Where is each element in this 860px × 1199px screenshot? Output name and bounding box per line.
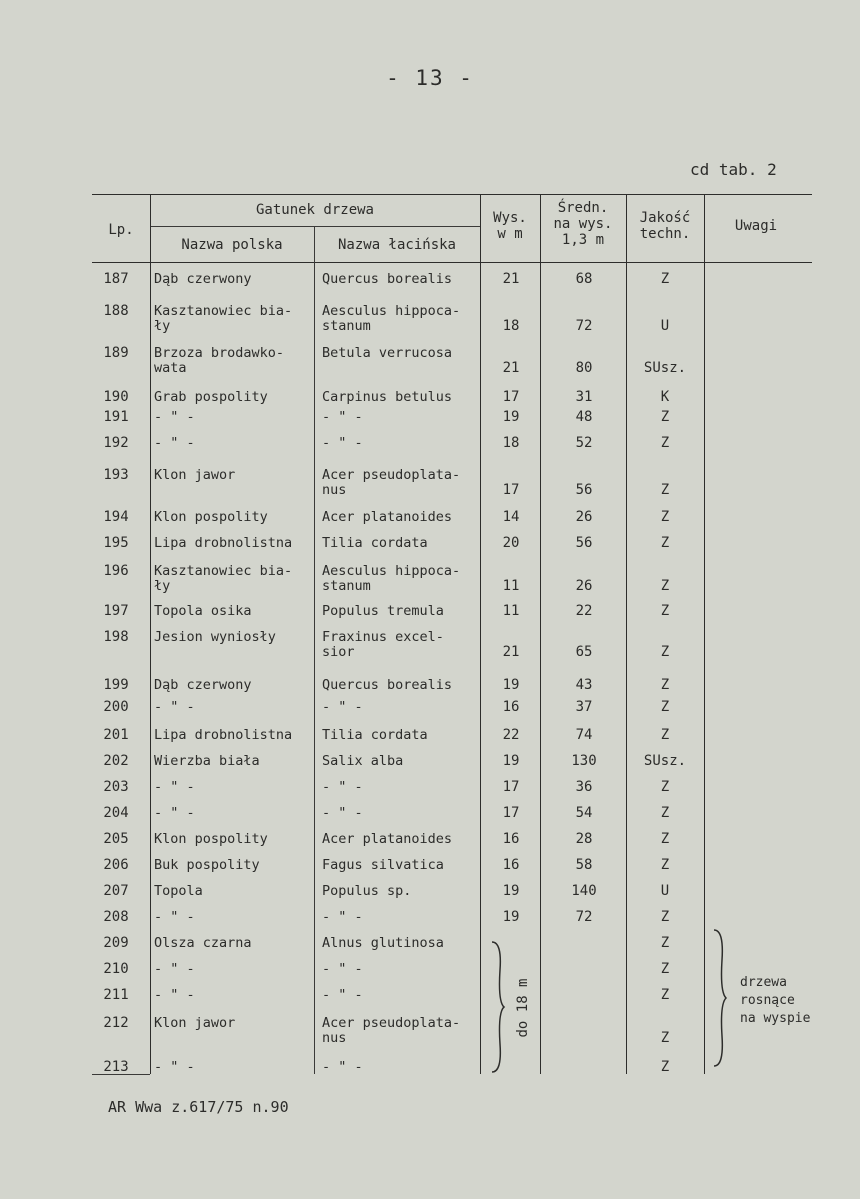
polish-name: Dąb czerwony bbox=[154, 677, 252, 693]
height-value: 21 bbox=[502, 271, 520, 287]
polish-name: Lipa drobnolistna bbox=[154, 727, 293, 743]
height-value: 17 bbox=[502, 805, 520, 821]
species-header-divider bbox=[150, 226, 480, 227]
col-divider-diam bbox=[626, 194, 627, 1074]
polish-name: Dąb czerwony bbox=[154, 271, 252, 287]
height-value: 19 bbox=[502, 883, 520, 899]
row-number: 209 bbox=[103, 935, 129, 951]
quality-value: U bbox=[660, 883, 670, 899]
row-number: 202 bbox=[103, 753, 129, 769]
diameter-value: 68 bbox=[575, 271, 593, 287]
latin-name: Carpinus betulus bbox=[322, 389, 453, 405]
height-value: 22 bbox=[502, 727, 520, 743]
row-number: 207 bbox=[103, 883, 129, 899]
height-value: 16 bbox=[502, 857, 520, 873]
height-value: 19 bbox=[502, 753, 520, 769]
polish-name: - " - bbox=[154, 779, 195, 795]
height-value: 20 bbox=[502, 535, 520, 551]
row-number: 189 bbox=[103, 345, 129, 361]
polish-name: Kasztanowiec bia- ły bbox=[154, 563, 293, 594]
diameter-value: 54 bbox=[575, 805, 593, 821]
latin-name: - " - bbox=[322, 699, 363, 715]
archive-reference: AR Wwa z.617/75 n.90 bbox=[108, 1098, 289, 1116]
quality-value: SUsz. bbox=[643, 753, 687, 769]
polish-name: - " - bbox=[154, 435, 195, 451]
quality-value: Z bbox=[660, 805, 670, 821]
quality-value: Z bbox=[660, 987, 670, 1003]
quality-value: Z bbox=[660, 677, 670, 693]
latin-name: - " - bbox=[322, 961, 363, 977]
height-value: 21 bbox=[502, 360, 520, 376]
group-remark-line2: rosnące bbox=[740, 993, 795, 1008]
quality-value: Z bbox=[660, 482, 670, 498]
polish-name: Klon pospolity bbox=[154, 509, 268, 525]
row-number: 195 bbox=[103, 535, 129, 551]
height-value: 19 bbox=[502, 909, 520, 925]
latin-name: - " - bbox=[322, 909, 363, 925]
quality-value: Z bbox=[660, 1030, 670, 1046]
quality-value: Z bbox=[660, 1059, 670, 1075]
diameter-value: 65 bbox=[575, 644, 593, 660]
col-divider-quality bbox=[704, 194, 705, 1074]
quality-value: U bbox=[660, 318, 670, 334]
diameter-value: 48 bbox=[575, 409, 593, 425]
diameter-value: 56 bbox=[575, 482, 593, 498]
height-value: 16 bbox=[502, 699, 520, 715]
row-number: 199 bbox=[103, 677, 129, 693]
height-value: 17 bbox=[502, 779, 520, 795]
quality-value: Z bbox=[660, 603, 670, 619]
diameter-value: 36 bbox=[575, 779, 593, 795]
diameter-value: 72 bbox=[575, 909, 593, 925]
height-value: 14 bbox=[502, 509, 520, 525]
polish-name: Lipa drobnolistna bbox=[154, 535, 293, 551]
row-number: 188 bbox=[103, 303, 129, 319]
group-height-note: do 18 m bbox=[515, 978, 531, 1038]
quality-value: Z bbox=[660, 727, 670, 743]
diameter-value: 22 bbox=[575, 603, 593, 619]
row-number: 201 bbox=[103, 727, 129, 743]
row-number: 212 bbox=[103, 1015, 129, 1031]
header-height-line1: Wys. bbox=[493, 210, 527, 226]
header-lp: Lp. bbox=[108, 222, 134, 238]
height-value: 19 bbox=[502, 677, 520, 693]
polish-name: Klon pospolity bbox=[154, 831, 268, 847]
latin-name: - " - bbox=[322, 987, 363, 1003]
polish-name: Wierzba biała bbox=[154, 753, 260, 769]
latin-name: Alnus glutinosa bbox=[322, 935, 444, 951]
diameter-value: 31 bbox=[575, 389, 593, 405]
diameter-value: 58 bbox=[575, 857, 593, 873]
header-quality bbox=[626, 210, 704, 242]
row-number: 196 bbox=[103, 563, 129, 579]
row-number: 204 bbox=[103, 805, 129, 821]
latin-name: Quercus borealis bbox=[322, 271, 453, 287]
group-remark-line3: na wyspie bbox=[740, 1011, 811, 1026]
row-number: 205 bbox=[103, 831, 129, 847]
quality-value: Z bbox=[660, 935, 670, 951]
polish-name: - " - bbox=[154, 961, 195, 977]
latin-name: Acer platanoides bbox=[322, 509, 453, 525]
polish-name: Grab pospolity bbox=[154, 389, 268, 405]
diameter-value: 72 bbox=[575, 318, 593, 334]
group-remark-line1: drzewa bbox=[740, 975, 787, 990]
latin-name: - " - bbox=[322, 1059, 363, 1075]
latin-name: Acer pseudoplata- nus bbox=[322, 1015, 461, 1046]
row-number: 210 bbox=[103, 961, 129, 977]
row-number: 197 bbox=[103, 603, 129, 619]
header-diameter-line1: Średn. bbox=[557, 200, 609, 216]
diameter-value: 140 bbox=[571, 883, 597, 899]
quality-value: Z bbox=[660, 857, 670, 873]
height-value: 17 bbox=[502, 389, 520, 405]
row-number: 191 bbox=[103, 409, 129, 425]
row-number: 194 bbox=[103, 509, 129, 525]
polish-name: Jesion wyniosły bbox=[154, 629, 276, 645]
header-diameter bbox=[540, 200, 626, 248]
latin-name: Salix alba bbox=[322, 753, 404, 769]
header-latin-name: Nazwa łacińska bbox=[337, 237, 456, 253]
polish-name: - " - bbox=[154, 909, 195, 925]
header-species: Gatunek drzewa bbox=[255, 202, 374, 218]
diameter-value: 28 bbox=[575, 831, 593, 847]
height-value: 11 bbox=[502, 603, 520, 619]
latin-name: Quercus borealis bbox=[322, 677, 453, 693]
height-value: 21 bbox=[502, 644, 520, 660]
table-continuation-label: cd tab. 2 bbox=[690, 160, 777, 179]
polish-name: - " - bbox=[154, 1059, 195, 1075]
col-divider-latin bbox=[480, 194, 481, 1074]
quality-value: Z bbox=[660, 271, 670, 287]
quality-value: Z bbox=[660, 409, 670, 425]
polish-name: Topola bbox=[154, 883, 203, 899]
latin-name: - " - bbox=[322, 435, 363, 451]
diameter-value: 43 bbox=[575, 677, 593, 693]
quality-value: Z bbox=[660, 535, 670, 551]
polish-name: - " - bbox=[154, 699, 195, 715]
latin-name: - " - bbox=[322, 779, 363, 795]
diameter-value: 74 bbox=[575, 727, 593, 743]
latin-name: Tilia cordata bbox=[322, 727, 428, 743]
quality-value: Z bbox=[660, 909, 670, 925]
col-divider-polish bbox=[314, 226, 315, 1074]
quality-value: K bbox=[660, 389, 670, 405]
latin-name: Acer platanoides bbox=[322, 831, 453, 847]
row-number: 211 bbox=[103, 987, 129, 1003]
diameter-value: 37 bbox=[575, 699, 593, 715]
row-number: 187 bbox=[103, 271, 129, 287]
right-brace-icon bbox=[710, 928, 730, 1068]
polish-name: - " - bbox=[154, 987, 195, 1003]
col-divider-height bbox=[540, 194, 541, 1074]
quality-value: Z bbox=[660, 961, 670, 977]
row-number: 206 bbox=[103, 857, 129, 873]
row-number: 208 bbox=[103, 909, 129, 925]
lp-column-tick bbox=[92, 1074, 150, 1075]
diameter-value: 80 bbox=[575, 360, 593, 376]
quality-value: Z bbox=[660, 578, 670, 594]
latin-name: Fagus silvatica bbox=[322, 857, 444, 873]
height-value: 18 bbox=[502, 318, 520, 334]
header-height bbox=[480, 210, 540, 242]
quality-value: Z bbox=[660, 435, 670, 451]
group-remark bbox=[740, 974, 810, 1028]
row-number: 192 bbox=[103, 435, 129, 451]
diameter-value: 26 bbox=[575, 509, 593, 525]
quality-value: Z bbox=[660, 779, 670, 795]
header-quality-line1: Jakość bbox=[639, 210, 691, 226]
header-remarks: Uwagi bbox=[734, 218, 778, 234]
height-value: 17 bbox=[502, 482, 520, 498]
col-divider-lp bbox=[150, 194, 151, 1074]
header-diameter-line2: na wys. bbox=[553, 216, 613, 232]
row-number: 203 bbox=[103, 779, 129, 795]
row-number: 193 bbox=[103, 467, 129, 483]
quality-value: Z bbox=[660, 644, 670, 660]
diameter-value: 130 bbox=[571, 753, 597, 769]
latin-name: - " - bbox=[322, 409, 363, 425]
height-value: 18 bbox=[502, 435, 520, 451]
latin-name: Aesculus hippoca- stanum bbox=[322, 563, 461, 594]
diameter-value: 26 bbox=[575, 578, 593, 594]
header-quality-line2: techn. bbox=[639, 226, 691, 242]
latin-name: Acer pseudoplata- nus bbox=[322, 467, 461, 498]
header-diameter-line3: 1,3 m bbox=[561, 232, 605, 248]
left-brace-icon bbox=[488, 940, 508, 1074]
latin-name: Betula verrucosa bbox=[322, 345, 453, 361]
height-value: 19 bbox=[502, 409, 520, 425]
polish-name: - " - bbox=[154, 805, 195, 821]
page-number: - 13 - bbox=[386, 66, 474, 90]
latin-name: Tilia cordata bbox=[322, 535, 428, 551]
quality-value: Z bbox=[660, 831, 670, 847]
row-number: 190 bbox=[103, 389, 129, 405]
latin-name: Fraxinus excel- sior bbox=[322, 629, 444, 660]
diameter-value: 56 bbox=[575, 535, 593, 551]
height-value: 16 bbox=[502, 831, 520, 847]
polish-name: Olsza czarna bbox=[154, 935, 252, 951]
header-polish-name: Nazwa polska bbox=[181, 237, 283, 253]
row-number: 200 bbox=[103, 699, 129, 715]
quality-value: Z bbox=[660, 699, 670, 715]
polish-name: Brzoza brodawko- wata bbox=[154, 345, 285, 376]
quality-value: Z bbox=[660, 509, 670, 525]
latin-name: Aesculus hippoca- stanum bbox=[322, 303, 461, 334]
latin-name: Populus sp. bbox=[322, 883, 412, 899]
height-value: 11 bbox=[502, 578, 520, 594]
polish-name: - " - bbox=[154, 409, 195, 425]
latin-name: - " - bbox=[322, 805, 363, 821]
polish-name: Klon jawor bbox=[154, 467, 236, 483]
quality-value: SUsz. bbox=[643, 360, 687, 376]
polish-name: Klon jawor bbox=[154, 1015, 236, 1031]
row-number: 213 bbox=[103, 1059, 129, 1075]
header-height-line2: w m bbox=[497, 226, 523, 242]
polish-name: Kasztanowiec bia- ły bbox=[154, 303, 293, 334]
polish-name: Topola osika bbox=[154, 603, 252, 619]
polish-name: Buk pospolity bbox=[154, 857, 260, 873]
latin-name: Populus tremula bbox=[322, 603, 444, 619]
row-number: 198 bbox=[103, 629, 129, 645]
diameter-value: 52 bbox=[575, 435, 593, 451]
